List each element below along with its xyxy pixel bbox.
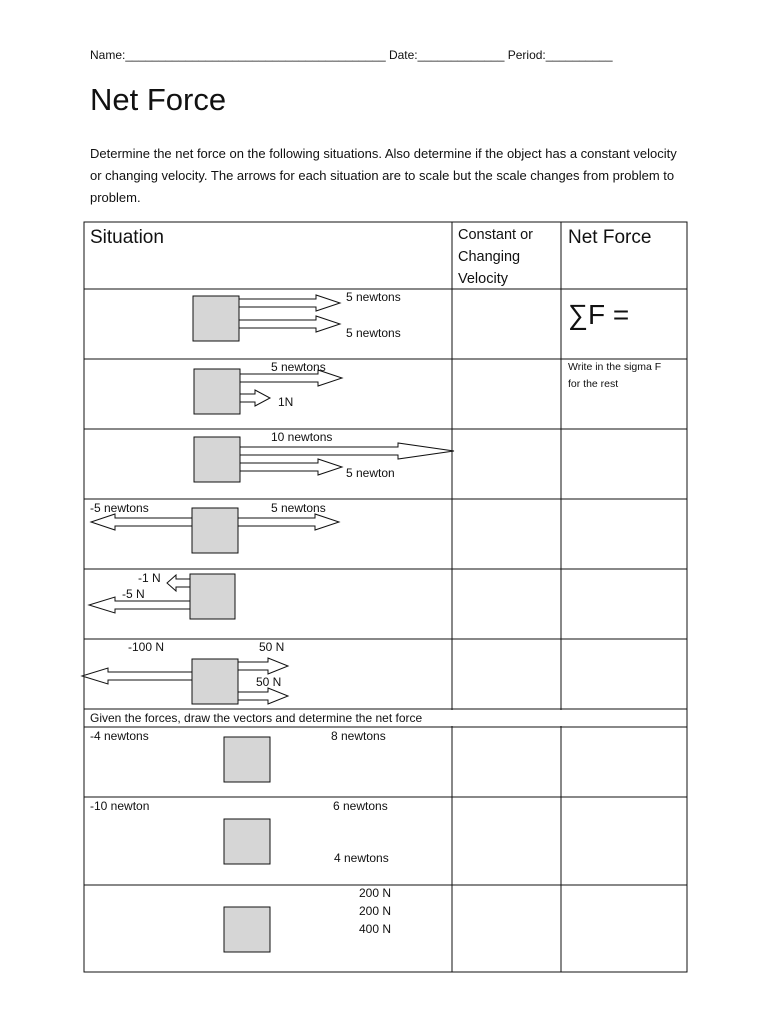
object-box — [194, 437, 240, 482]
force-label: 6 newtons — [333, 799, 388, 813]
force-arrow-right — [239, 295, 340, 311]
sigma-f-example: ∑F = — [568, 299, 630, 330]
force-label: 50 N — [256, 675, 282, 689]
force-arrow-right — [240, 459, 342, 475]
column-header-situation: Situation — [90, 227, 164, 248]
sigma-note-line2: for the rest — [568, 378, 619, 390]
force-label: -4 newtons — [90, 729, 149, 743]
force-label: -5 newtons — [90, 501, 149, 515]
force-label: 5 newtons — [271, 501, 326, 515]
column-header-velocity-line2: Changing — [458, 249, 521, 265]
force-label: 5 newton — [346, 466, 395, 480]
force-arrow-right — [238, 688, 288, 704]
object-box — [224, 819, 270, 864]
force-label: 4 newtons — [334, 851, 389, 865]
name-date-period-line: Name:_______________________________________ Date:_____________ Period:__________ — [90, 48, 613, 62]
column-header-velocity-line3: Velocity — [458, 271, 508, 287]
force-arrow-left — [82, 668, 192, 684]
page-title: Net Force — [90, 82, 227, 117]
force-label: 400 N — [359, 922, 392, 936]
force-label: 50 N — [259, 640, 285, 654]
force-arrow-right — [238, 514, 339, 530]
object-box — [194, 369, 240, 414]
force-arrow-right — [240, 443, 454, 459]
object-box — [224, 907, 270, 952]
column-header-net-force: Net Force — [568, 227, 652, 248]
force-arrow-left — [167, 575, 190, 591]
force-diagrams — [82, 295, 454, 952]
object-box — [193, 296, 239, 341]
object-box — [192, 508, 238, 553]
force-label: -10 newton — [90, 799, 150, 813]
force-label: 8 newtons — [331, 729, 386, 743]
force-label: -5 N — [122, 587, 145, 601]
force-label: 200 N — [359, 886, 392, 900]
object-box — [224, 737, 270, 782]
force-arrow-left — [91, 514, 192, 530]
force-label: -1 N — [138, 571, 161, 585]
force-label: 200 N — [359, 904, 392, 918]
column-header-velocity-line1: Constant or — [458, 227, 533, 243]
force-arrow-right — [239, 316, 340, 332]
force-label: 5 newtons — [346, 290, 401, 304]
sigma-note-line1: Write in the sigma F — [568, 361, 662, 373]
object-box — [190, 574, 235, 619]
instructions-paragraph: Determine the net force on the following situations. Also determine if the object has a constant velocity or changing velocity. The arrows for each situation are to scale but the scale changes from problem to problem. — [90, 146, 677, 205]
force-arrow-right — [238, 658, 288, 674]
force-label: 10 newtons — [271, 430, 333, 444]
force-label: 5 newtons — [271, 360, 326, 374]
force-arrow-right — [240, 390, 270, 406]
force-label: -100 N — [128, 640, 165, 654]
force-label: 5 newtons — [346, 326, 401, 340]
force-label: 1N — [278, 395, 294, 409]
object-box — [192, 659, 238, 704]
section-instruction: Given the forces, draw the vectors and determine the net force — [90, 711, 423, 725]
